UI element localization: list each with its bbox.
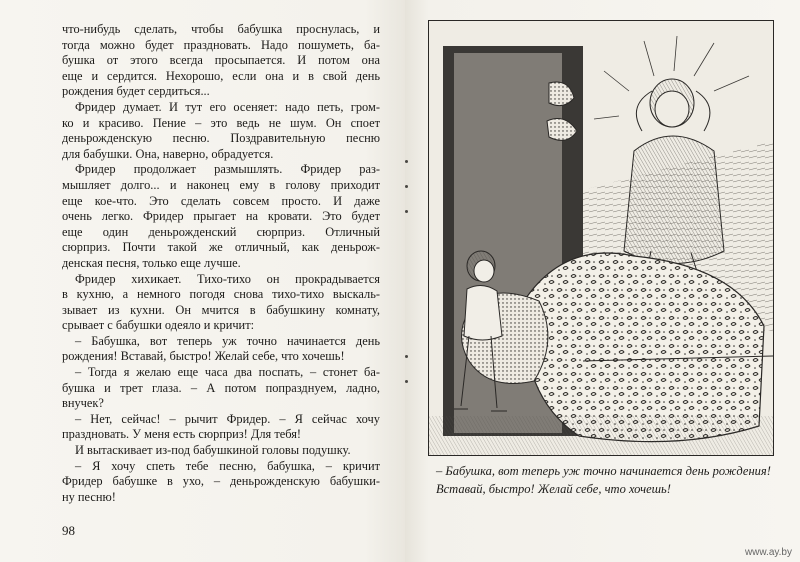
text-line: бушка от этого всегда просыпается. И потом она: [62, 53, 380, 68]
text-line: Фридер бабушке в ухо, – деньрожденскую бабушки-: [62, 474, 380, 489]
text-line: сюрприз. Почти такой же отличный, как деньрож-: [62, 240, 380, 255]
text-line: деньрожденскую песню. Поздравительную песню: [62, 131, 380, 146]
caption-line-2: Вставай, быстро! Желай себе, что хочешь!: [436, 482, 671, 496]
page-number: 98: [62, 523, 75, 538]
body-text: [62, 22, 380, 505]
text-line: денская песня, только еще лучше.: [62, 255, 241, 270]
text-line: мышляет долго... и наконец ему в голову приходит: [62, 177, 380, 192]
text-line: очень легко. Фридер прыгает на кровати. Это будет: [62, 209, 380, 224]
text-line: Фридер хихикает. Тихо-тихо он прокрадывается: [75, 271, 380, 286]
text-line: внучек?: [62, 396, 104, 411]
text-line: Фридер думает. И тут его осеняет: надо петь, гром-: [75, 99, 380, 114]
text-line: И вытаскивает из-под бабушкиной головы подушку.: [75, 443, 351, 458]
text-line: – Нет, сейчас! – рычит Фридер. – Я сейчас хочу: [75, 411, 380, 426]
caption-line-1: – Бабушка, вот теперь уж точно начинается день рождения!: [436, 464, 771, 478]
text-line: праздновать. У меня есть сюрприз! Для тебя!: [62, 427, 302, 442]
text-line: в кухню, а немного погодя снова тихо-тихо выскаль-: [62, 287, 380, 302]
text-line: срывает с бабушки одеяло и кричит:: [62, 318, 255, 333]
text-line: зывает из кухни. Он мчится в бабушкину комнату,: [62, 302, 380, 317]
text-line: – Я хочу спеть тебе песню, бабушка, – кричит: [75, 458, 380, 473]
text-line: тогда можно будет праздновать. Надо пошуметь, ба-: [62, 37, 380, 52]
text-line: – Тогда я желаю еще часа два поспать, – стонет ба-: [75, 365, 380, 380]
illustration-caption: [436, 462, 776, 498]
text-line: что-нибудь сделать, чтобы бабушка проснулась, и: [62, 22, 380, 36]
illustration-drawing: [429, 21, 773, 455]
illustration: [428, 20, 774, 456]
text-line: ко и красиво. Пение – это ведь не шум. Он споет: [62, 115, 380, 130]
text-line: Фридер продолжает размышлять. Фридер раз-: [75, 162, 380, 177]
text-line: ну песню!: [62, 489, 116, 504]
text-line: еще один деньрожденский сюрприз. Отличный: [62, 224, 380, 239]
text-line: для бабушки. Она, наверно, обрадуется.: [62, 146, 274, 161]
text-line: еще кое-что. Это сделать совсем просто. И даже: [62, 193, 380, 208]
text-line: рождения! Вставай, быстро! Желай себе, что хочешь!: [62, 349, 345, 364]
watermark: www.ay.by: [744, 547, 792, 558]
text-line: рождения будет сердиться...: [62, 84, 210, 99]
text-line: – Бабушка, вот теперь уж точно начинается день: [75, 333, 380, 348]
text-line: бушка и трет глаза. – А потом попразднуем, ладно,: [62, 380, 380, 395]
text-line: еще и сердится. Нехорошо, если она и в свой день: [62, 68, 380, 83]
